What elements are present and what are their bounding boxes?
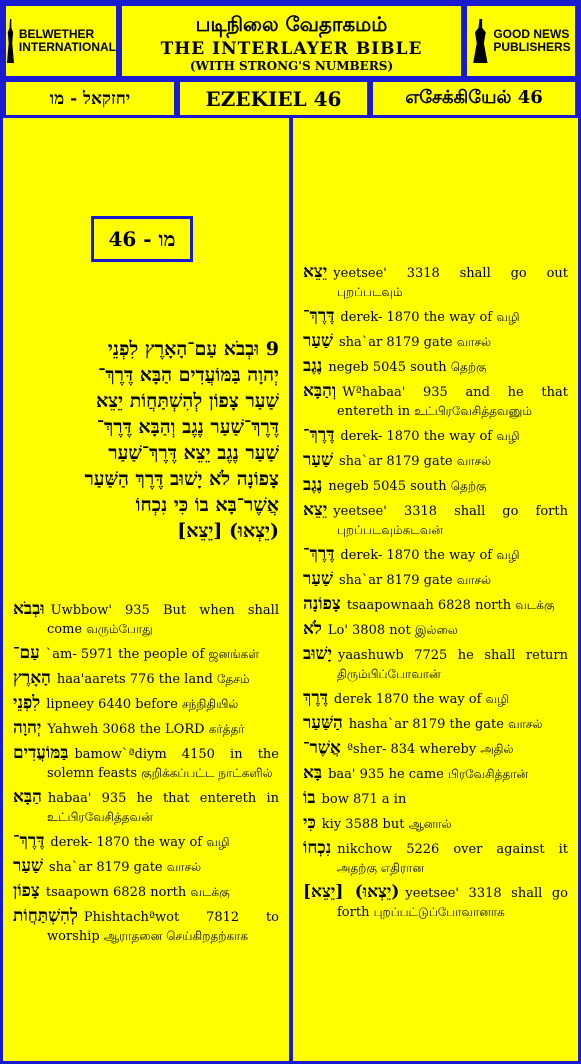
interlinear-entry	[303, 883, 568, 922]
hebrew-word: כִּי	[303, 813, 316, 833]
tamil-gloss: ஆனால்	[408, 817, 452, 831]
interlinear-entry	[303, 357, 568, 377]
interlinear-entry	[303, 570, 568, 590]
tamil-gloss: தேசம்	[216, 672, 250, 686]
chapter-label: מו - 46	[91, 216, 193, 262]
interlinear-entry	[13, 744, 279, 783]
hebrew-word: צָפוֹן	[13, 881, 40, 901]
logo-right-line1: GOOD NEWS	[493, 27, 570, 41]
transliteration-gloss: yeetsee' 3318 shall go out	[333, 266, 568, 281]
hebrew-word: עַם־	[13, 643, 40, 663]
transliteration-gloss: baa' 935 he came	[328, 767, 444, 782]
hebrew-word: יֵצֵא	[303, 262, 328, 282]
interlinear-entry	[13, 644, 279, 664]
interlinear-entry	[303, 451, 568, 471]
hebrew-word: בָּא	[303, 763, 323, 783]
tamil-gloss: வழி	[496, 310, 520, 324]
interlinear-entry	[13, 600, 279, 639]
tamil-gloss: சந்நிதியில்	[181, 697, 239, 711]
tamil-gloss: புறப்படவும்கடவன்	[337, 523, 443, 537]
title-subtitle: (WITH STRONG'S NUMBERS)	[189, 59, 394, 73]
hebrew-reference: יחזקאל - מו	[3, 79, 177, 118]
verse-line: אֲשֶׁר־בָּא בוֹ כִּי נִכְחוֹ	[135, 494, 279, 516]
hebrew-word: נִכְחוֹ	[303, 838, 332, 858]
tamil-gloss: வடக்கு	[190, 885, 230, 899]
left-column	[3, 118, 289, 1058]
interlinear-entry	[303, 426, 568, 446]
transliteration-gloss: `am- 5971 the people of	[45, 647, 205, 662]
hebrew-word: הַשַּׁעַר	[303, 713, 343, 733]
hebrew-word: שַׁעַר	[303, 331, 334, 351]
interlinear-entry	[13, 719, 279, 739]
good-news-figure-icon	[471, 19, 489, 63]
interlinear-entry	[303, 545, 568, 565]
hebrew-word: יָשׁוּב	[303, 644, 333, 664]
interlinear-entry	[303, 839, 568, 878]
tamil-gloss: ஆராதனை செய்கிறதற்காக	[103, 929, 248, 943]
verse-line: יְהוָה בַּמּוֹעֲדִים הַבָּא דֶּרֶךְ־	[98, 364, 279, 386]
interlinear-entry	[13, 669, 279, 689]
title-box	[119, 3, 464, 79]
verse-line: דֶּרֶךְ־שַׁעַר נֶגֶב וְהַבָּא דֶּרֶךְ־	[96, 416, 279, 438]
tamil-gloss: உட்பிரவேசித்தவன்	[47, 810, 153, 824]
hebrew-word: דֶּרֶךְ־	[303, 306, 335, 326]
transliteration-gloss: negeb 5045 south	[328, 479, 447, 494]
tamil-gloss: வாசல்	[166, 860, 202, 874]
verse-line: צָפוֹנָה לֹא יָשׁוּב דֶּרֶךְ הַשַּׁעַר	[84, 468, 279, 490]
hebrew-word: דֶּרֶךְ־	[303, 425, 335, 445]
transliteration-gloss: sha`ar 8179 gate	[339, 573, 453, 588]
hebrew-word: בוֹ	[303, 788, 316, 808]
hebrew-word: בַּמּוֹעֲדִים	[13, 743, 69, 763]
title-tamil: படிநிலை வேதாகமம்	[195, 12, 388, 36]
transliteration-gloss: hasha`ar 8179 the gate	[348, 717, 504, 732]
transliteration-gloss: derek 1870 the way of	[333, 692, 482, 707]
interlinear-entry	[303, 476, 568, 496]
transliteration-gloss: kiy 3588 but	[321, 817, 405, 832]
hebrew-word: הַבָּא	[13, 787, 42, 807]
transliteration-gloss: lipneey 6440 before	[46, 697, 178, 712]
verse-line: 9 וּבְבֹא עַם־הָאָרֶץ לִפְנֵי	[107, 338, 279, 360]
interlinear-entry	[303, 620, 568, 640]
right-column	[293, 118, 575, 1058]
hebrew-word: יֵצֵא	[303, 500, 328, 520]
transliteration-gloss: bow 871 a in	[321, 792, 407, 807]
verse-line: (יֵצְאוּ) [יֵצֵא]	[177, 520, 279, 542]
transliteration-gloss: Uwbbow' 935 But when shall come	[47, 603, 279, 637]
transliteration-gloss: Lo' 3808 not	[327, 623, 411, 638]
tamil-gloss: புறப்பட்டுப்போவானாக	[373, 905, 505, 919]
transliteration-gloss: yeetsee' 3318 shall go forth	[337, 886, 568, 920]
transliteration-gloss: haa'aarets 776 the land	[56, 672, 213, 687]
interlinear-entry	[303, 501, 568, 540]
transliteration-gloss: tsaapown 6828 north	[45, 885, 187, 900]
interlinear-entry	[303, 689, 568, 709]
transliteration-gloss: yeetsee' 3318 shall go forth	[333, 504, 568, 519]
tamil-gloss: வாசல்	[456, 335, 492, 349]
logo-left-line1: BELWETHER	[18, 27, 95, 41]
tamil-gloss: வழி	[485, 692, 509, 706]
interlinear-entry	[13, 788, 279, 827]
interlinear-entry	[13, 694, 279, 714]
hebrew-word: יְהוָה	[13, 718, 42, 738]
transliteration-gloss: tsaapownaah 6828 north	[346, 598, 512, 613]
interlinear-entry	[13, 857, 279, 877]
transliteration-gloss: habaa' 935 he that entereth in	[47, 791, 279, 806]
tamil-gloss: உட்பிரவேசித்தவனும்	[414, 404, 532, 418]
transliteration-gloss: Wªhabaa' 935 and he that entereth in	[337, 385, 568, 419]
transliteration-gloss: bamow`ªdiym 4150 in the solemn feasts	[47, 747, 279, 781]
interlinear-entry	[303, 814, 568, 834]
transliteration-gloss: derek- 1870 the way of	[340, 310, 493, 325]
interlinear-entry	[303, 739, 568, 759]
hebrew-word: נֶגֶב	[303, 356, 323, 376]
tamil-gloss: வடக்கு	[515, 598, 555, 612]
hebrew-word: אֲשֶׁר־	[303, 738, 341, 758]
interlinear-entry	[303, 789, 568, 809]
bellwether-figure-icon	[6, 19, 15, 63]
hebrew-word: שַׁעַר	[13, 856, 44, 876]
transliteration-gloss: sha`ar 8179 gate	[339, 454, 453, 469]
interlinear-entry	[13, 907, 279, 946]
interlinear-entry	[13, 832, 279, 852]
tamil-gloss: அதற்கு எதிரான	[337, 861, 425, 875]
english-reference: EZEKIEL 46	[177, 79, 370, 118]
interlinear-entry	[303, 645, 568, 684]
transliteration-gloss: sha`ar 8179 gate	[49, 860, 163, 875]
interlinear-entry	[303, 332, 568, 352]
interlinear-entry	[303, 263, 568, 302]
transliteration-gloss: Yahweh 3068 the LORD	[47, 722, 205, 737]
tamil-gloss: தெற்கு	[450, 360, 487, 374]
hebrew-word: שַׁעַר	[303, 450, 334, 470]
right-interlinear-list	[303, 263, 568, 927]
tamil-gloss: வாசல்	[456, 454, 492, 468]
tamil-gloss: வழி	[206, 835, 230, 849]
hebrew-word: לִפְנֵי	[13, 693, 41, 713]
hebrew-word: דֶּרֶךְ־	[13, 831, 45, 851]
tamil-gloss: வரும்போது	[86, 622, 153, 636]
logo-right-line2: PUBLISHERS	[493, 40, 571, 54]
tamil-gloss: திரும்பிப்போவான்	[337, 667, 441, 681]
verse-line: שַׁעַר נֶגֶב יֵצֵא דֶּרֶךְ־שַׁעַר	[108, 442, 279, 464]
hebrew-word: הָאָרֶץ	[13, 668, 51, 688]
tamil-gloss: வாசல்	[508, 717, 543, 731]
hebrew-word: נֶגֶב	[303, 475, 323, 495]
transliteration-gloss: negeb 5045 south	[328, 360, 447, 375]
verse-line: שַׁעַר צָפוֹן לְהִשְׁתַּחֲוֹת יֵצֵא	[95, 390, 279, 412]
hebrew-word: דֶּרֶךְ־	[303, 544, 335, 564]
tamil-gloss: கர்த்தர்	[208, 722, 245, 736]
title-english: THE INTERLAYER BIBLE	[160, 39, 423, 59]
tamil-gloss: பிரவேசித்தான்	[447, 767, 529, 781]
transliteration-gloss: Phishtachªwot 7812 to worship	[47, 910, 279, 944]
logo-left-line2: INTERNATIONAL	[18, 40, 116, 54]
hebrew-word: וְהַבָּא	[303, 381, 337, 401]
publisher-logo-left	[3, 3, 119, 79]
tamil-gloss: வழி	[496, 429, 520, 443]
interlinear-entry	[303, 307, 568, 327]
hebrew-word: צָפוֹנָה	[303, 594, 341, 614]
tamil-gloss: அதில்	[480, 742, 514, 756]
transliteration-gloss: yaashuwb 7725 he shall return	[338, 648, 568, 663]
hebrew-word: לְהִשְׁתַּחֲוֹת	[13, 906, 78, 926]
transliteration-gloss: nikchow 5226 over against it	[337, 842, 568, 857]
hebrew-word: וּבְבֹא	[13, 599, 45, 619]
tamil-gloss: வழி	[496, 548, 520, 562]
transliteration-gloss: derek- 1870 the way of	[340, 429, 493, 444]
interlinear-entry	[303, 595, 568, 615]
interlinear-entry	[303, 764, 568, 784]
publisher-logo-right	[464, 3, 578, 79]
interlinear-entry	[303, 714, 568, 734]
transliteration-gloss: derek- 1870 the way of	[340, 548, 493, 563]
hebrew-word: לֹא	[303, 619, 322, 639]
tamil-reference: எசேக்கியேல் 46	[370, 79, 578, 118]
interlinear-entry	[13, 882, 279, 902]
transliteration-gloss: derek- 1870 the way of	[50, 835, 203, 850]
tamil-gloss: இல்லை	[414, 623, 458, 637]
hebrew-verse	[23, 336, 279, 544]
tamil-gloss: புறப்படவும்	[337, 285, 403, 299]
tamil-gloss: தெற்கு	[450, 479, 487, 493]
hebrew-word: (יֵצְאוּ) [יֵצֵא]	[303, 882, 400, 902]
transliteration-gloss: ªsher- 834 whereby	[346, 742, 477, 757]
tamil-gloss: ஜனங்கள்	[208, 647, 260, 661]
tamil-gloss: குறிக்கப்பட்ட நாட்களில்	[141, 766, 273, 780]
hebrew-word: דֶּרֶךְ	[303, 688, 328, 708]
hebrew-word: שַׁעַר	[303, 569, 334, 589]
left-interlinear-list	[13, 600, 279, 951]
tamil-gloss: வாசல்	[456, 573, 492, 587]
interlinear-entry	[303, 382, 568, 421]
transliteration-gloss: sha`ar 8179 gate	[339, 335, 453, 350]
